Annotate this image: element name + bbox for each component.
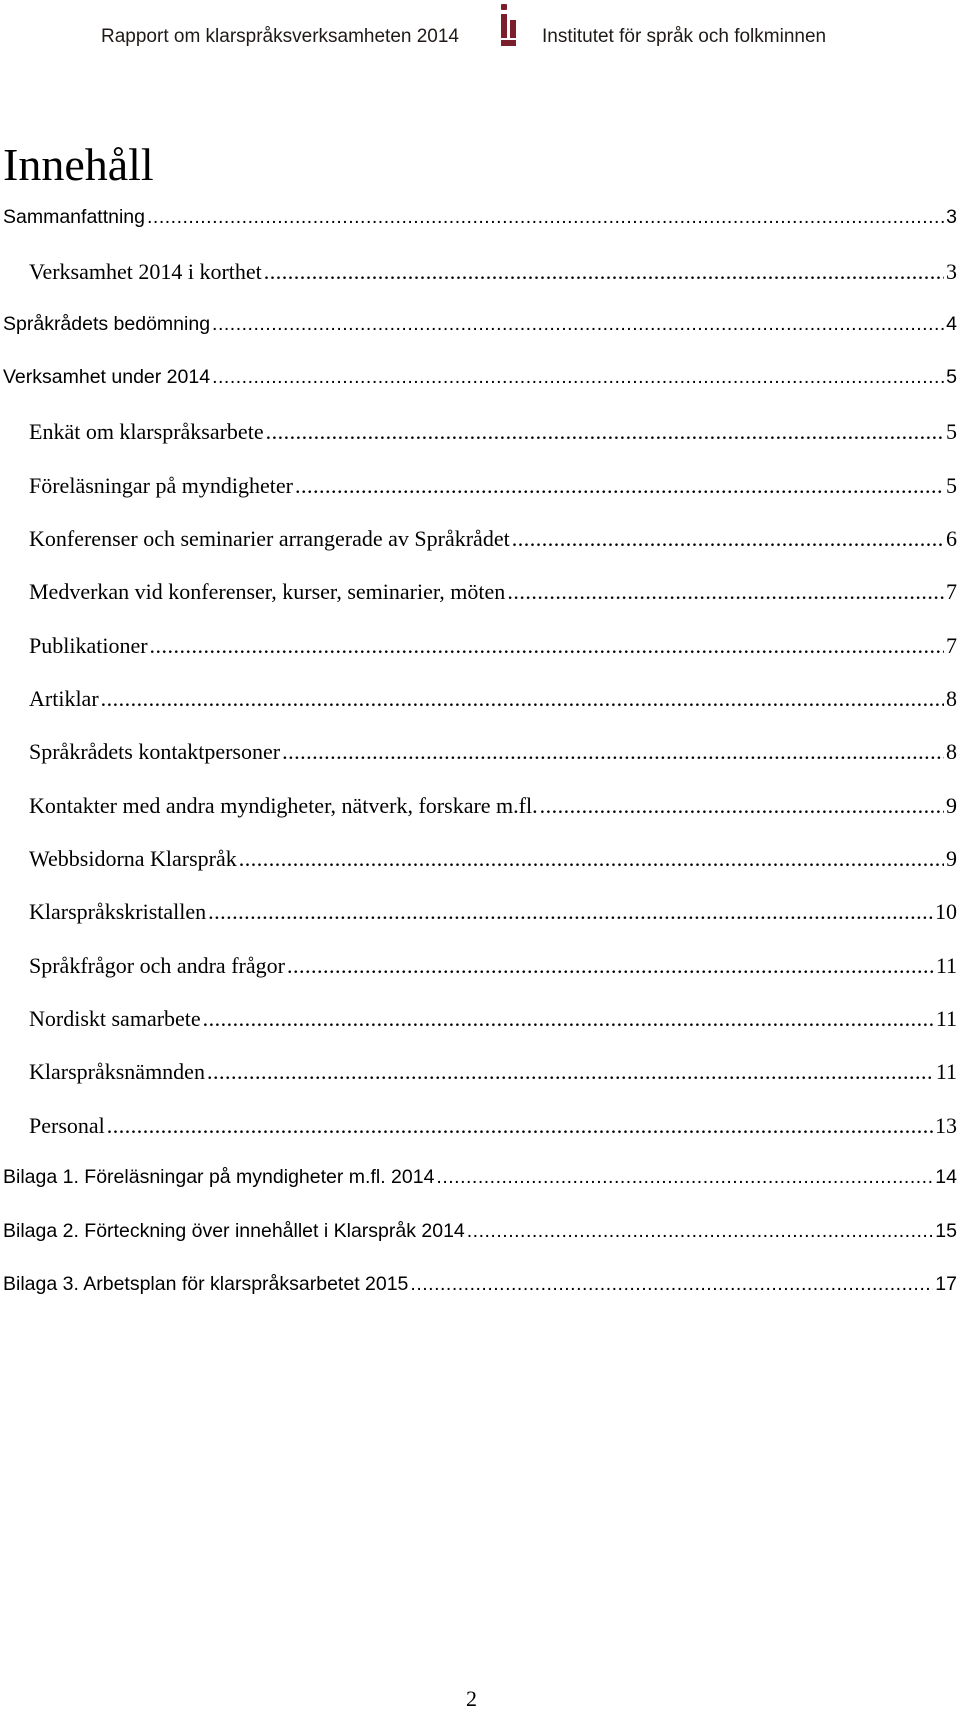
- toc-entry-page: 8: [946, 739, 957, 764]
- toc-dot-leader: [208, 899, 933, 925]
- institute-name: Institutet för språk och folkminnen: [542, 26, 827, 47]
- toc-entry[interactable]: [29, 953, 957, 979]
- toc-entry[interactable]: [3, 1220, 957, 1243]
- toc-entry-page: 7: [946, 579, 957, 604]
- page-header: [0, 0, 960, 80]
- toc-entry-page: 3: [946, 259, 957, 284]
- toc-entry-page: 11: [935, 1006, 957, 1031]
- toc-entry-label: Bilaga 2. Förteckning över innehållet i Klarspråk 2014: [3, 1220, 465, 1242]
- toc-entry-page: 7: [946, 633, 957, 658]
- toc-entry[interactable]: [29, 739, 957, 765]
- toc-entry[interactable]: [29, 899, 957, 925]
- toc-entry-label: Språkfrågor och andra frågor: [29, 953, 285, 978]
- toc-entry[interactable]: [29, 259, 957, 285]
- toc-dot-leader: [107, 1113, 933, 1139]
- toc-entry-label: Medverkan vid konferenser, kurser, seminarier, möten: [29, 579, 506, 604]
- toc-entry[interactable]: [29, 579, 957, 605]
- toc-dot-leader: [239, 846, 944, 872]
- toc-entry-label: Föreläsningar på myndigheter: [29, 473, 293, 498]
- page-number: 2: [466, 1686, 477, 1711]
- toc-entry[interactable]: [29, 1113, 957, 1139]
- toc-dot-leader: [203, 1006, 934, 1032]
- toc-entry[interactable]: [29, 526, 957, 552]
- toc-entry-label: Språkrådets kontaktpersoner: [29, 739, 281, 764]
- toc-entry[interactable]: [29, 473, 957, 499]
- toc-dot-leader: [436, 1166, 933, 1189]
- toc-entry[interactable]: [29, 686, 957, 712]
- toc-entry-label: Sammanfattning: [3, 206, 145, 228]
- toc-entry-label: Personal: [29, 1113, 105, 1138]
- isof-logo-icon: [500, 2, 528, 48]
- toc-entry-page: 9: [946, 793, 957, 818]
- toc-entry-page: 10: [935, 899, 957, 924]
- toc-dot-leader: [266, 419, 944, 445]
- toc-entry[interactable]: [29, 1059, 957, 1085]
- toc-entry[interactable]: [29, 793, 957, 819]
- toc-entry[interactable]: [3, 206, 957, 229]
- toc-entry-page: 13: [935, 1113, 957, 1138]
- toc-entry-label: Verksamhet 2014 i korthet: [29, 259, 262, 284]
- toc-dot-leader: [264, 259, 944, 285]
- page-title: Innehåll: [3, 139, 154, 190]
- toc-entry-page: 5: [946, 419, 957, 444]
- toc-entry-page: 11: [935, 1059, 957, 1084]
- toc-dot-leader: [212, 313, 944, 336]
- toc-dot-leader: [150, 633, 944, 659]
- toc-dot-leader: [212, 366, 944, 389]
- toc-dot-leader: [467, 1220, 934, 1243]
- toc-entry-label: Verksamhet under 2014: [3, 366, 211, 388]
- toc-entry-label: Nordiskt samarbete: [29, 1006, 201, 1031]
- toc-dot-leader: [282, 739, 944, 765]
- toc-entry-page: 5: [946, 473, 957, 498]
- toc-entry-label: Språkrådets bedömning: [3, 313, 211, 335]
- toc-entry-label: Bilaga 1. Föreläsningar på myndigheter m.fl. 2014: [3, 1166, 435, 1188]
- toc-entry[interactable]: [3, 1273, 957, 1296]
- toc-dot-leader: [507, 579, 944, 605]
- toc-dot-leader: [410, 1273, 933, 1296]
- toc-entry[interactable]: [29, 846, 957, 872]
- toc-entry[interactable]: [3, 366, 957, 389]
- toc-dot-leader: [147, 206, 944, 229]
- toc-entry-page: 5: [946, 366, 957, 388]
- toc-dot-leader: [101, 686, 944, 712]
- toc-entry-label: Enkät om klarspråksarbete: [29, 419, 264, 444]
- toc-entry-label: Artiklar: [29, 686, 99, 711]
- toc-entry-label: Konferenser och seminarier arrangerade av Språkrådet: [29, 526, 510, 551]
- toc-dot-leader: [295, 473, 944, 499]
- toc-entry-page: 11: [935, 953, 957, 978]
- toc-dot-leader: [540, 793, 944, 819]
- toc-entry-label: Klarspråkskristallen: [29, 899, 207, 924]
- toc-entry-page: 8: [946, 686, 957, 711]
- toc-dot-leader: [287, 953, 934, 979]
- toc-entry-label: Kontakter med andra myndigheter, nätverk, forskare m.fl.: [29, 793, 538, 818]
- toc-entry-label: Klarspråksnämnden: [29, 1059, 205, 1084]
- toc-entry[interactable]: [29, 1006, 957, 1032]
- toc-dot-leader: [207, 1059, 934, 1085]
- toc-entry-page: 4: [946, 313, 957, 335]
- toc-entry-label: Bilaga 3. Arbetsplan för klarspråksarbetet 2015: [3, 1273, 409, 1295]
- toc-entry[interactable]: [29, 419, 957, 445]
- toc-entry[interactable]: [3, 313, 957, 336]
- toc-entry-page: 9: [946, 846, 957, 871]
- toc-entry-label: Publikationer: [29, 633, 148, 658]
- toc-entry-page: 15: [935, 1220, 957, 1242]
- toc-entry-label: Webbsidorna Klarspråk: [29, 846, 237, 871]
- toc-entry-page: 17: [935, 1273, 957, 1295]
- toc-entry-page: 14: [935, 1166, 957, 1188]
- toc-entry-page: 6: [946, 526, 957, 551]
- toc-entry-page: 3: [946, 206, 957, 228]
- report-title: Rapport om klarspråksverksamheten 2014: [101, 26, 460, 47]
- toc-dot-leader: [512, 526, 944, 552]
- toc-entry[interactable]: [29, 633, 957, 659]
- toc-entry[interactable]: [3, 1166, 957, 1189]
